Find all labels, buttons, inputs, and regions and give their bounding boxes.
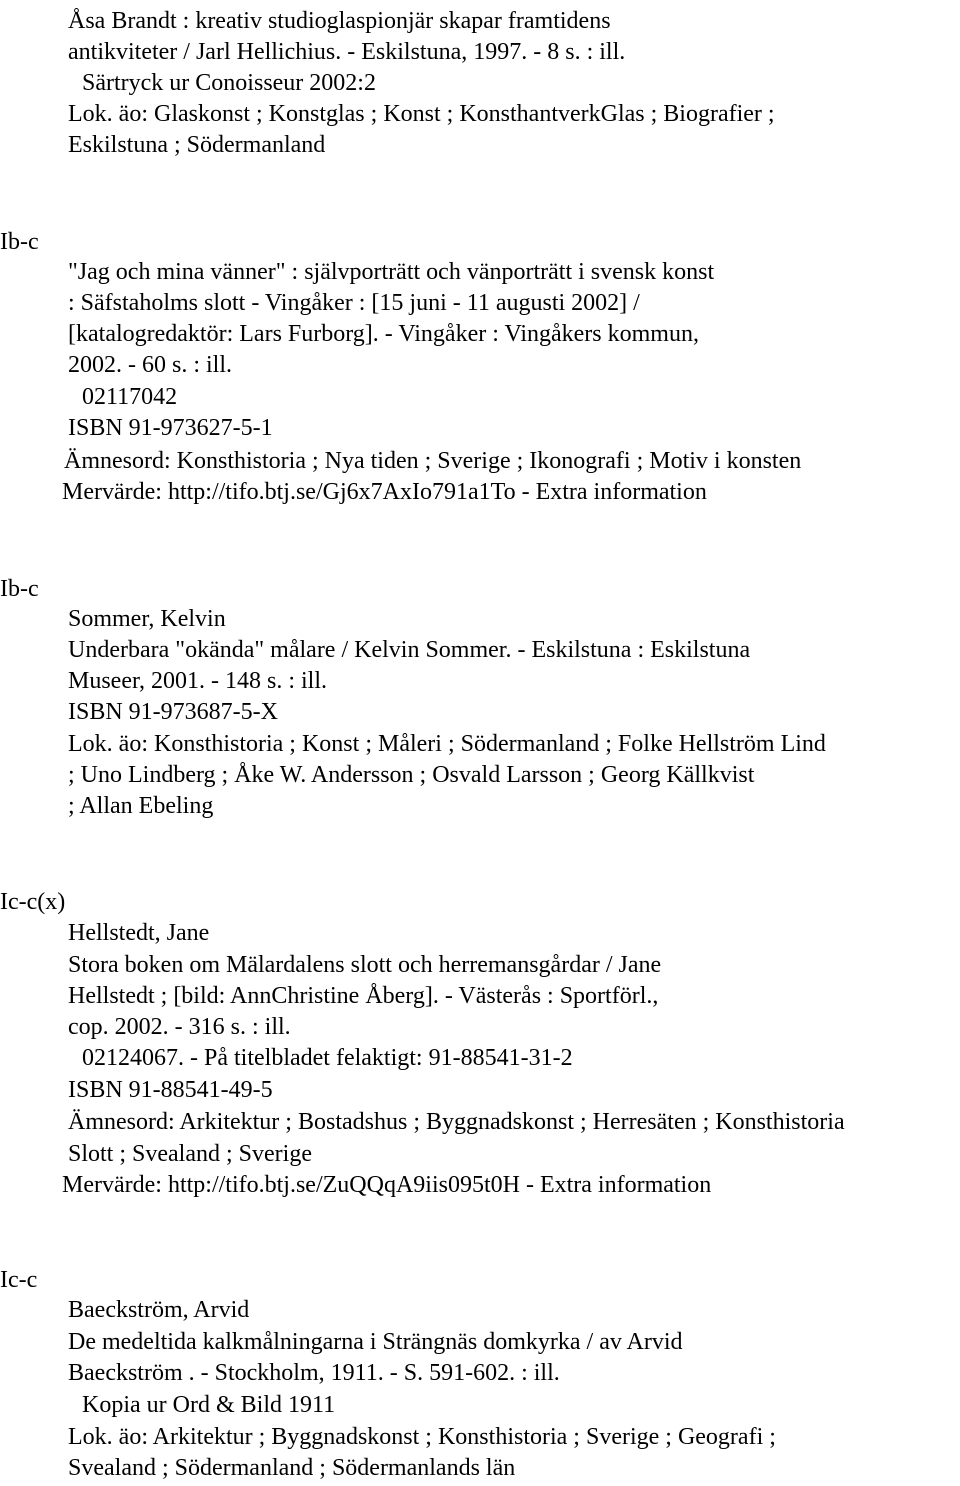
record-subject-line: ; Uno Lindberg ; Åke W. Andersson ; Osvald Larsson ; Georg Källkvist xyxy=(68,762,755,788)
record-line: Museer, 2001. - 148 s. : ill. xyxy=(68,668,328,694)
extra-information-link[interactable]: Mervärde: http://tifo.btj.se/ZuQQqA9iis095t0H - Extra information xyxy=(62,1172,712,1198)
subject-terms: Slott ; Svealand ; Sverige xyxy=(68,1141,312,1167)
record-title: Stora boken om Mälardalens slott och herremansgårdar / Jane xyxy=(68,952,662,978)
class-code: Ic-c xyxy=(0,1267,38,1293)
record-title: "Jag och mina vänner" : självporträtt och vänporträtt i svensk konst xyxy=(68,259,715,285)
record-subject-line: ; Allan Ebeling xyxy=(68,793,214,819)
record-author: Baeckström, Arvid xyxy=(68,1297,250,1323)
record-author: Hellstedt, Jane xyxy=(68,920,210,946)
record-line: 2002. - 60 s. : ill. xyxy=(68,352,233,378)
record-subject-line: Lok. äo: Konsthistoria ; Konst ; Måleri ; Södermanland ; Folke Hellström Lind xyxy=(68,731,826,757)
class-code: Ic-c(x) xyxy=(0,889,66,915)
subject-terms: Ämnesord: Konsthistoria ; Nya tiden ; Sverige ; Ikonografi ; Motiv i konsten xyxy=(64,448,802,474)
class-code: Ib-c xyxy=(0,229,39,255)
record-subject-line: Eskilstuna ; Södermanland xyxy=(68,132,326,158)
subject-terms: Ämnesord: Arkitektur ; Bostadshus ; Byggnadskonst ; Herresäten ; Konsthistoria xyxy=(68,1109,845,1135)
isbn: ISBN 91-88541-49-5 xyxy=(68,1077,273,1103)
record-number: 02117042 xyxy=(82,384,178,410)
record-line: : Säfstaholms slott - Vingåker : [15 juni - 11 augusti 2002] / xyxy=(68,290,640,316)
record-line: antikviteter / Jarl Hellichius. - Eskilstuna, 1997. - 8 s. : ill. xyxy=(68,39,626,65)
record-line: Hellstedt ; [bild: AnnChristine Åberg]. - Västerås : Sportförl., xyxy=(68,983,659,1009)
record-note: Särtryck ur Conoisseur 2002:2 xyxy=(82,70,376,96)
record-line: Åsa Brandt : kreativ studioglaspionjär skapar framtidens xyxy=(68,8,611,34)
record-subject-line: Svealand ; Södermanland ; Södermanlands län xyxy=(68,1455,516,1481)
record-number: 02124067. - På titelbladet felaktigt: 91-88541-31-2 xyxy=(82,1045,573,1071)
record-subject-line: Lok. äo: Glaskonst ; Konstglas ; Konst ; KonsthantverkGlas ; Biografier ; xyxy=(68,101,775,127)
record-line: [katalogredaktör: Lars Furborg]. - Vingåker : Vingåkers kommun, xyxy=(68,321,699,347)
isbn: ISBN 91-973627-5-1 xyxy=(68,415,273,441)
extra-information-link[interactable]: Mervärde: http://tifo.btj.se/Gj6x7AxIo791a1To - Extra information xyxy=(62,479,707,505)
record-note: Kopia ur Ord & Bild 1911 xyxy=(82,1392,336,1418)
record-title: De medeltida kalkmålningarna i Strängnäs domkyrka / av Arvid xyxy=(68,1329,683,1355)
record-line: Baeckström . - Stockholm, 1911. - S. 591-602. : ill. xyxy=(68,1360,560,1386)
record-line: cop. 2002. - 316 s. : ill. xyxy=(68,1014,291,1040)
class-code: Ib-c xyxy=(0,576,39,602)
record-subject-line: Lok. äo: Arkitektur ; Byggnadskonst ; Konsthistoria ; Sverige ; Geografi ; xyxy=(68,1424,776,1450)
record-title: Underbara "okända" målare / Kelvin Sommer. - Eskilstuna : Eskilstuna xyxy=(68,637,751,663)
isbn: ISBN 91-973687-5-X xyxy=(68,699,278,725)
record-author: Sommer, Kelvin xyxy=(68,606,226,632)
